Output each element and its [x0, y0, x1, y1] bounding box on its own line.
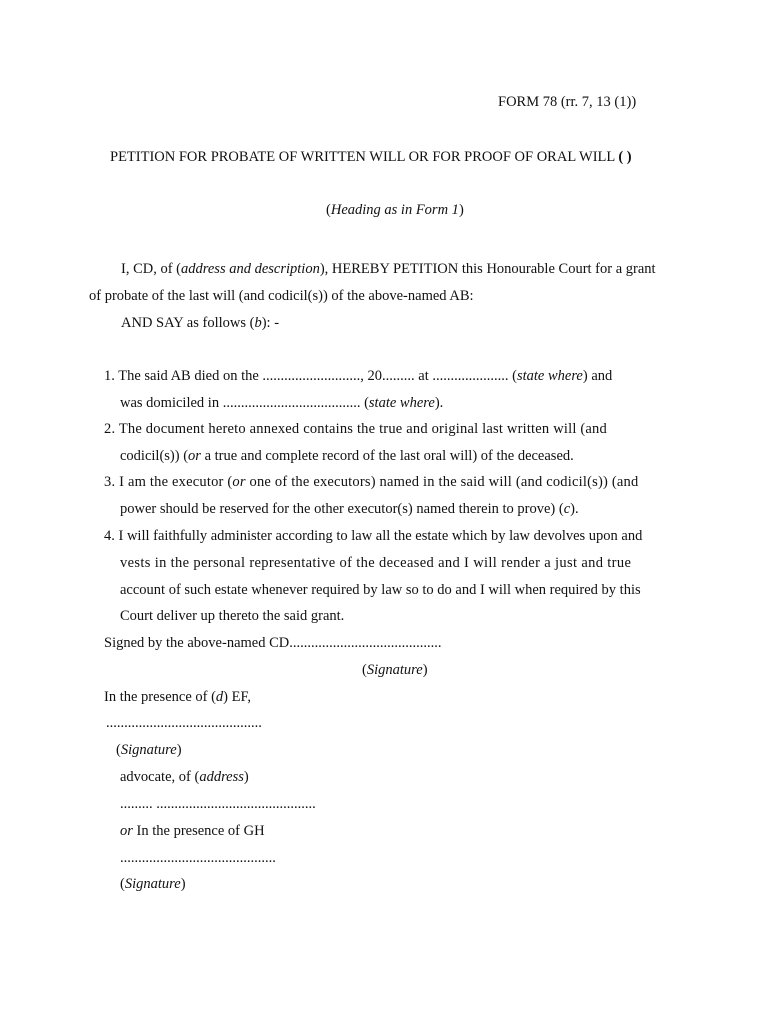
item3-a: 3. I am the executor (	[104, 474, 233, 490]
item-2-line-1: 2. The document hereto annexed contains the true and original last written will (and	[104, 421, 607, 437]
presence-1-b: ) EF,	[223, 689, 252, 705]
presence-1-a: In the presence of (	[104, 689, 216, 705]
item-3-line-2	[120, 499, 579, 519]
item-1-line-1	[104, 366, 664, 386]
item-4-line-3: account of such estate whenever required by law so to do and I will when required by this	[120, 582, 641, 598]
presence-2	[120, 821, 265, 841]
heading-close: )	[458, 202, 464, 218]
intro-text-b: ), HEREBY PETITION this Honourable Court for a grant	[319, 261, 656, 277]
item3-l2-a: power should be reserved for the other executor(s) named therein to prove) (	[120, 501, 564, 517]
advocate-a: advocate, of (	[120, 769, 200, 785]
item2-l2-italic: or	[188, 448, 201, 464]
intro-line-3	[121, 313, 279, 333]
presence-2-b: In the presence of GH	[132, 823, 265, 839]
signature-label-2: (Signature)	[116, 742, 182, 758]
signature-label-1: (Signature)	[362, 662, 428, 678]
intro-l3-b: ): -	[261, 315, 280, 331]
item-3-line-1	[104, 472, 638, 492]
heading-italic: Heading as in Form 1	[330, 202, 459, 218]
presence-2-italic: or	[120, 823, 133, 839]
signature-dots-2: ...........................................	[120, 850, 276, 866]
item-4-line-1: 4. I will faithfully administer according to law all the estate which by law devolves upon and	[104, 528, 643, 544]
intro-italic: address and description	[181, 261, 320, 277]
item-2-line-2	[120, 446, 574, 466]
item-4-line-2: vests in the personal representative of the deceased and I will render a just and true	[120, 555, 632, 571]
heading-open: (	[326, 202, 331, 218]
advocate-b: )	[243, 769, 249, 785]
advocate-italic: address	[199, 769, 244, 785]
intro-line-1	[121, 259, 656, 279]
heading-note	[326, 200, 464, 220]
item2-l2-a: codicil(s)) (	[120, 448, 189, 464]
item2-l2-b: a true and complete record of the last oral will) of the deceased.	[200, 448, 574, 464]
intro-text	[121, 259, 656, 279]
item-1-line-2	[120, 393, 443, 413]
item1-l2-a: was domiciled in ...................................... (	[120, 395, 369, 411]
signature-label-3-text: Signature	[124, 876, 181, 892]
item1-l2-b: ).	[434, 395, 444, 411]
presence-1-italic: d	[215, 689, 224, 705]
item-4-line-4: Court deliver up thereto the said grant.	[120, 608, 345, 624]
item3-l2-b: ).	[570, 501, 579, 517]
title-parens: ( )	[618, 149, 632, 165]
form-number: FORM 78 (rr. 7, 13 (1))	[498, 94, 637, 110]
advocate-line	[120, 767, 249, 787]
item3-italic: or	[232, 474, 246, 490]
item1-italic: state where	[516, 368, 583, 384]
signed-by-line: Signed by the above-named CD..........................................	[104, 635, 442, 651]
intro-line-2: of probate of the last will (and codicil(s)) of the above-named AB:	[89, 288, 474, 304]
presence-1	[104, 687, 251, 707]
signature-label-2-text: Signature	[120, 742, 177, 758]
title-text: PETITION FOR PROBATE OF WRITTEN WILL OR FOR PROOF OF ORAL WILL	[110, 149, 615, 165]
document-title	[110, 147, 632, 167]
signature-label-1-text: Signature	[366, 662, 423, 678]
item3-b: one of the executors) named in the said will (and codicil(s)) (and	[245, 474, 639, 490]
item1-b: ) and	[582, 368, 613, 384]
item1-a: 1. The said AB died on the ..........................., 20......... at ..................... (	[104, 368, 517, 384]
intro-text-a: I, CD, of (	[121, 261, 182, 277]
item3-l2-italic: c	[563, 501, 571, 517]
address-dots: ......... ............................................	[120, 796, 316, 812]
item1-l2-italic: state where	[368, 395, 435, 411]
signature-label-3: (Signature)	[120, 876, 186, 892]
intro-l3-italic: b	[254, 315, 262, 331]
intro-l3-a: AND SAY as follows (	[121, 315, 255, 331]
signature-dots-1: ...........................................	[106, 715, 262, 731]
